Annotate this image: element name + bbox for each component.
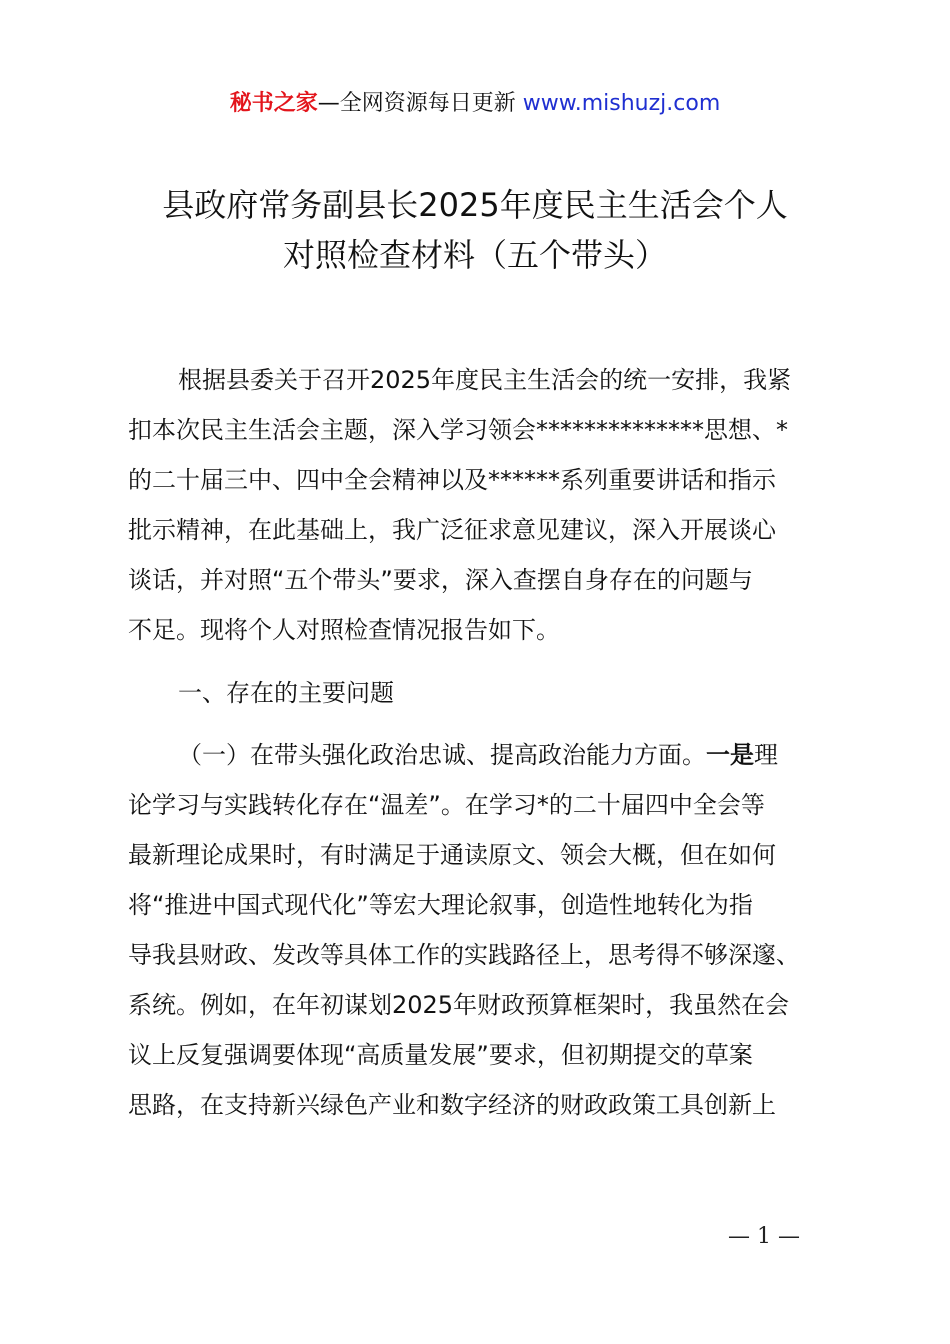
intro-line: 根据县委关于召开2025年度民主生活会的统一安排，我紧 [178, 366, 792, 394]
header-url-link[interactable]: www.mishuzj.com [522, 91, 721, 116]
site-header [0, 86, 950, 122]
intro-line: 扣本次民主生活会主题，深入学习领会**************思想、* [128, 416, 788, 444]
subsection-first-line [178, 737, 778, 773]
intro-line: 谈话，并对照“五个带头”要求，深入查摆自身存在的问题与 [128, 566, 753, 594]
subsection-emphasis: 一是 [706, 741, 754, 769]
page-number: — 1 — [728, 1224, 800, 1249]
subsection-heading: （一）在带头强化政治忠诚、提高政治能力方面。 [178, 741, 706, 769]
header-brand: 秘书之家 [229, 91, 318, 116]
intro-line: 批示精神，在此基础上，我广泛征求意见建议，深入开展谈心 [128, 516, 776, 544]
paragraph-line: 思路，在支持新兴绿色产业和数字经济的财政政策工具创新上 [128, 1091, 776, 1119]
paragraph-line: 导我县财政、发改等具体工作的实践路径上，思考得不够深邃、 [128, 941, 800, 969]
paragraph-line: 系统。例如，在年初谋划2025年财政预算框架时，我虽然在会 [128, 991, 790, 1019]
document-title-line-1: 县政府常务副县长2025年度民主生活会个人 [162, 186, 788, 224]
paragraph-line: 议上反复强调要体现“高质量发展”要求，但初期提交的草案 [128, 1041, 753, 1069]
paragraph-line: 论学习与实践转化存在“温差”。在学习*的二十届四中全会等 [128, 791, 765, 819]
section-heading: 一、存在的主要问题 [178, 679, 394, 707]
header-slogan: —全网资源每日更新 [317, 91, 523, 116]
intro-line: 不足。现将个人对照检查情况报告如下。 [128, 616, 560, 644]
paragraph-line: 最新理论成果时，有时满足于通读原文、领会大概，但在如何 [128, 841, 776, 869]
subsection-continuation: 理 [754, 741, 778, 769]
paragraph-line: 将“推进中国式现代化”等宏大理论叙事，创造性地转化为指 [128, 891, 753, 919]
intro-line: 的二十届三中、四中全会精神以及******系列重要讲话和指示 [128, 466, 776, 494]
document-title-line-2: 对照检查材料（五个带头） [282, 236, 667, 274]
